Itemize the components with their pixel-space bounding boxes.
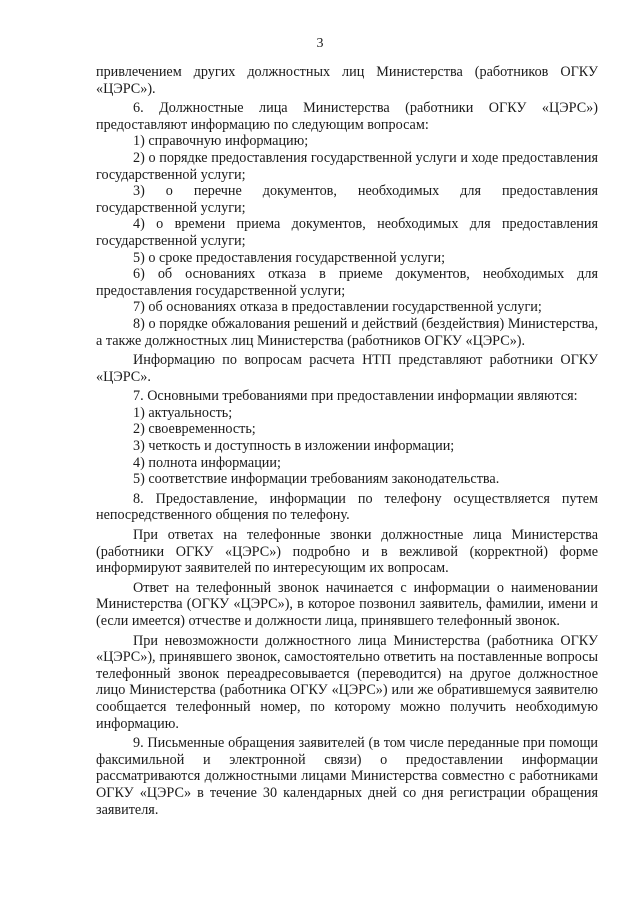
paragraph: 2) о порядке предоставления государственной услуги и ходе предоставления государственной услуги;: [96, 149, 598, 183]
page-number: 3: [316, 36, 324, 51]
paragraph: 6) об основаниях отказа в приеме документов, необходимых для предоставления государственной услуги;: [96, 266, 598, 299]
paragraph: 1) актуальность;: [133, 404, 233, 421]
paragraph: 5) соответствие информации требованиям законодательства.: [133, 471, 500, 488]
paragraph: 6. Должностные лица Министерства (работники ОГКУ «ЦЭРС») предоставляют информацию по следующим вопросам:: [96, 100, 598, 133]
paragraph: При ответах на телефонные звонки должностные лица Министерства (работники ОГКУ «ЦЭРС») подробно и в вежливой (корректной) форме информируют заявителей по интересующим их вопросам.: [96, 527, 598, 577]
paragraph: 3) о перечне документов, необходимых для предоставления государственной услуги;: [96, 183, 598, 216]
paragraph: 8) о порядке обжалования решений и действий (бездействия) Министерства, а также должностных лиц Министерства (работников ОГКУ «ЦЭРС»).: [96, 315, 598, 349]
paragraph: 7) об основаниях отказа в предоставлении государственной услуги;: [133, 299, 542, 316]
paragraph: привлечением других должностных лиц Министерства (работников ОГКУ «ЦЭРС»).: [96, 64, 598, 97]
paragraph: 7. Основными требованиями при предоставлении информации являются:: [133, 388, 578, 405]
paragraph: 3) четкость и доступность в изложении информации;: [133, 438, 455, 455]
paragraph: При невозможности должностного лица Министерства (работника ОГКУ «ЦЭРС»), принявшего звонок, самостоятельно ответить на поставленные вопросы телефонный звонок переадресовывается (переводится) на другое должностное лицо Министерства (работника ОГКУ «ЦЭРС») или же обратившемуся заявителю сообщается телефонный номер, по которому можно получить необходимую информацию.: [96, 632, 598, 732]
paragraph: Ответ на телефонный звонок начинается с информации о наименовании Министерства (ОГКУ «ЦЭРС»), в которое позвонил заявитель, фамилии, имени и (если имеется) отчестве и должности лица, принявшего телефонный звонок.: [96, 579, 598, 629]
paragraph: 2) своевременность;: [133, 421, 256, 438]
paragraph: 9. Письменные обращения заявителей (в том числе переданные при помощи факсимильной и электронной связи) о предоставлении информации рассматриваются должностными лицами Министерства совместно с работниками ОГКУ «ЦЭРС» в течение 30 календарных дней со дня регистрации обращения заявителя.: [96, 735, 598, 818]
paragraph: 8. Предоставление, информации по телефону осуществляется путем непосредственного общения по телефону.: [96, 490, 598, 524]
paragraph: Информацию по вопросам расчета НТП представляют работники ОГКУ «ЦЭРС».: [96, 352, 598, 385]
paragraph: 5) о сроке предоставления государственной услуги;: [133, 249, 446, 266]
document-body: [96, 64, 598, 818]
paragraph: 1) справочную информацию;: [133, 133, 309, 150]
paragraph: 4) о времени приема документов, необходимых для предоставления государственной услуги;: [96, 216, 598, 249]
paragraph: 4) полнота информации;: [133, 454, 281, 471]
